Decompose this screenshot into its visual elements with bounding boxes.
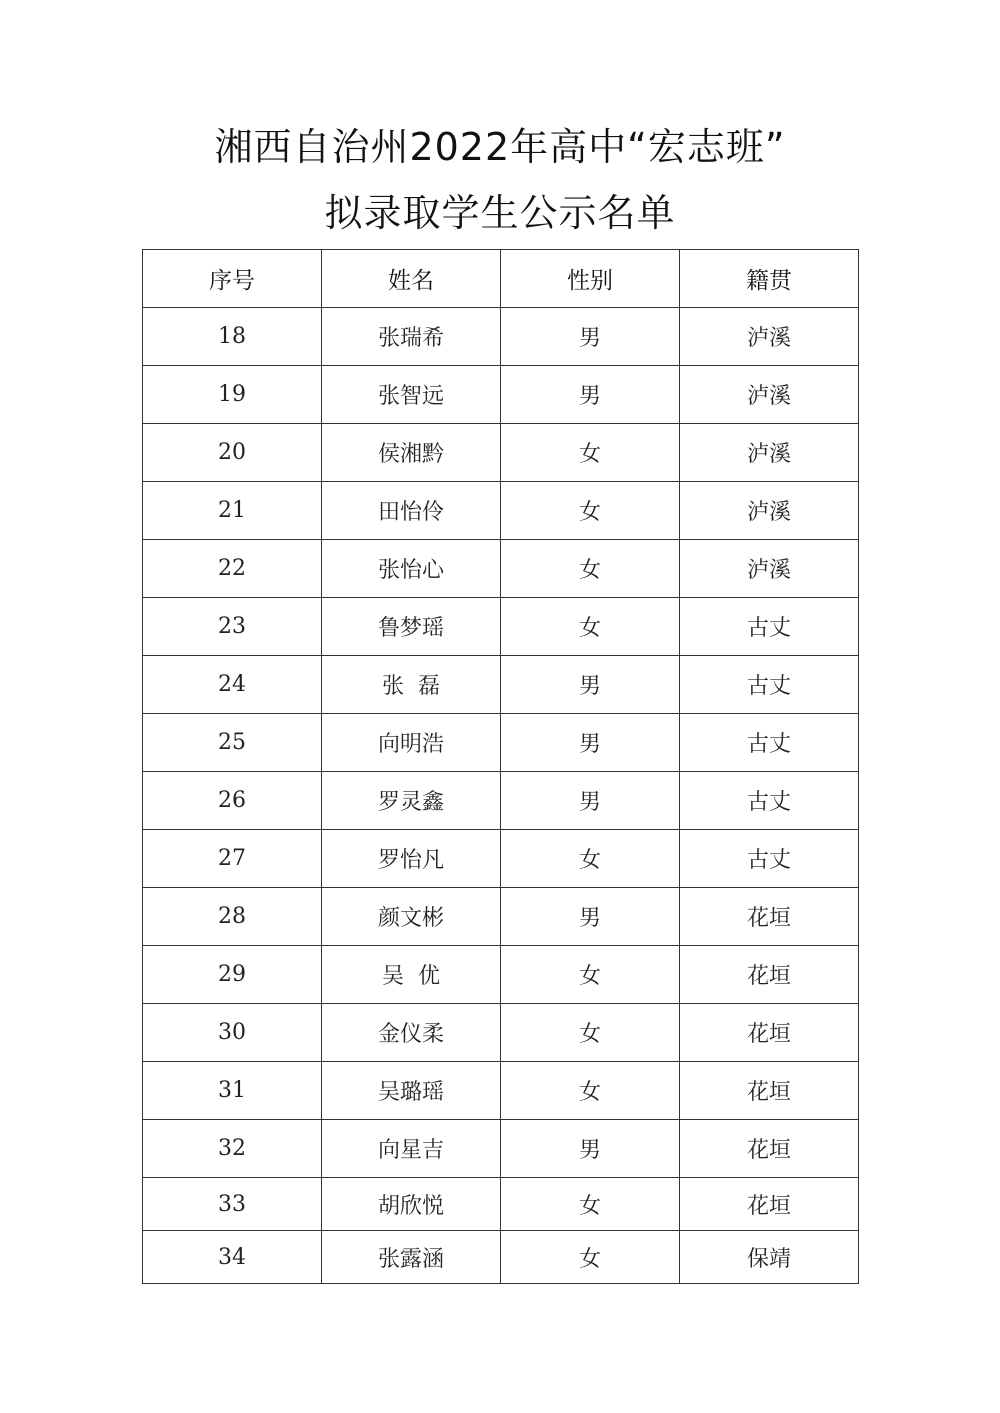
table-row <box>143 830 859 888</box>
cell-name: 张瑞希 <box>322 308 501 366</box>
cell-origin: 古丈 <box>680 714 859 772</box>
cell-number: 33 <box>143 1178 322 1231</box>
cell-number: 27 <box>143 830 322 888</box>
cell-gender: 女 <box>501 830 680 888</box>
cell-origin: 泸溪 <box>680 308 859 366</box>
table-row <box>143 1062 859 1120</box>
cell-number: 20 <box>143 424 322 482</box>
document-title-line-2: 拟录取学生公示名单 <box>324 191 676 235</box>
cell-gender: 男 <box>501 656 680 714</box>
cell-name: 向星吉 <box>322 1120 501 1178</box>
table-row <box>143 888 859 946</box>
table-header-row <box>143 250 859 308</box>
cell-origin: 古丈 <box>680 656 859 714</box>
cell-origin: 花垣 <box>680 1062 859 1120</box>
cell-name: 罗灵鑫 <box>322 772 501 830</box>
cell-number: 30 <box>143 1004 322 1062</box>
cell-name: 金仪柔 <box>322 1004 501 1062</box>
cell-gender: 女 <box>501 540 680 598</box>
cell-number: 29 <box>143 946 322 1004</box>
table-row <box>143 656 859 714</box>
cell-origin: 泸溪 <box>680 482 859 540</box>
cell-gender: 男 <box>501 888 680 946</box>
cell-gender: 女 <box>501 1178 680 1231</box>
table-row <box>143 482 859 540</box>
cell-name: 张智远 <box>322 366 501 424</box>
cell-name: 吴 优 <box>322 946 501 1004</box>
cell-origin: 保靖 <box>680 1231 859 1284</box>
cell-number: 24 <box>143 656 322 714</box>
admission-list-table <box>142 249 859 1284</box>
cell-gender: 女 <box>501 424 680 482</box>
cell-origin: 花垣 <box>680 946 859 1004</box>
cell-name: 张露涵 <box>322 1231 501 1284</box>
cell-gender: 女 <box>501 946 680 1004</box>
cell-gender: 女 <box>501 1062 680 1120</box>
cell-gender: 男 <box>501 714 680 772</box>
table-row <box>143 946 859 1004</box>
cell-name: 向明浩 <box>322 714 501 772</box>
header-origin: 籍贯 <box>680 250 859 308</box>
header-number: 序号 <box>143 250 322 308</box>
cell-gender: 男 <box>501 1120 680 1178</box>
cell-name: 罗怡凡 <box>322 830 501 888</box>
header-name: 姓名 <box>322 250 501 308</box>
table-row <box>143 1120 859 1178</box>
table-row <box>143 366 859 424</box>
cell-name: 颜文彬 <box>322 888 501 946</box>
table-row <box>143 772 859 830</box>
document-title-line-1: 湘西自治州2022年高中“宏志班” <box>214 125 786 169</box>
cell-number: 22 <box>143 540 322 598</box>
cell-origin: 花垣 <box>680 888 859 946</box>
cell-gender: 女 <box>501 598 680 656</box>
cell-origin: 花垣 <box>680 1004 859 1062</box>
cell-gender: 男 <box>501 366 680 424</box>
cell-gender: 女 <box>501 1004 680 1062</box>
table-row <box>143 424 859 482</box>
cell-origin: 泸溪 <box>680 366 859 424</box>
cell-name: 胡欣悦 <box>322 1178 501 1231</box>
cell-number: 21 <box>143 482 322 540</box>
cell-number: 23 <box>143 598 322 656</box>
cell-number: 28 <box>143 888 322 946</box>
cell-name: 张怡心 <box>322 540 501 598</box>
cell-name: 田怡伶 <box>322 482 501 540</box>
cell-origin: 古丈 <box>680 598 859 656</box>
cell-number: 25 <box>143 714 322 772</box>
cell-name: 鲁梦瑶 <box>322 598 501 656</box>
header-gender: 性别 <box>501 250 680 308</box>
cell-name: 张 磊 <box>322 656 501 714</box>
cell-gender: 男 <box>501 772 680 830</box>
table-row <box>143 540 859 598</box>
table-row <box>143 1178 859 1231</box>
cell-number: 19 <box>143 366 322 424</box>
cell-number: 34 <box>143 1231 322 1284</box>
cell-origin: 泸溪 <box>680 424 859 482</box>
cell-origin: 古丈 <box>680 772 859 830</box>
cell-origin: 泸溪 <box>680 540 859 598</box>
table-row <box>143 598 859 656</box>
cell-gender: 男 <box>501 308 680 366</box>
cell-name: 吴璐瑶 <box>322 1062 501 1120</box>
table-row <box>143 1004 859 1062</box>
cell-number: 32 <box>143 1120 322 1178</box>
cell-name: 侯湘黔 <box>322 424 501 482</box>
cell-origin: 花垣 <box>680 1120 859 1178</box>
cell-number: 26 <box>143 772 322 830</box>
cell-gender: 女 <box>501 482 680 540</box>
cell-origin: 花垣 <box>680 1178 859 1231</box>
cell-gender: 女 <box>501 1231 680 1284</box>
cell-origin: 古丈 <box>680 830 859 888</box>
cell-number: 31 <box>143 1062 322 1120</box>
table-row <box>143 308 859 366</box>
cell-number: 18 <box>143 308 322 366</box>
table-row <box>143 714 859 772</box>
table-row <box>143 1231 859 1284</box>
